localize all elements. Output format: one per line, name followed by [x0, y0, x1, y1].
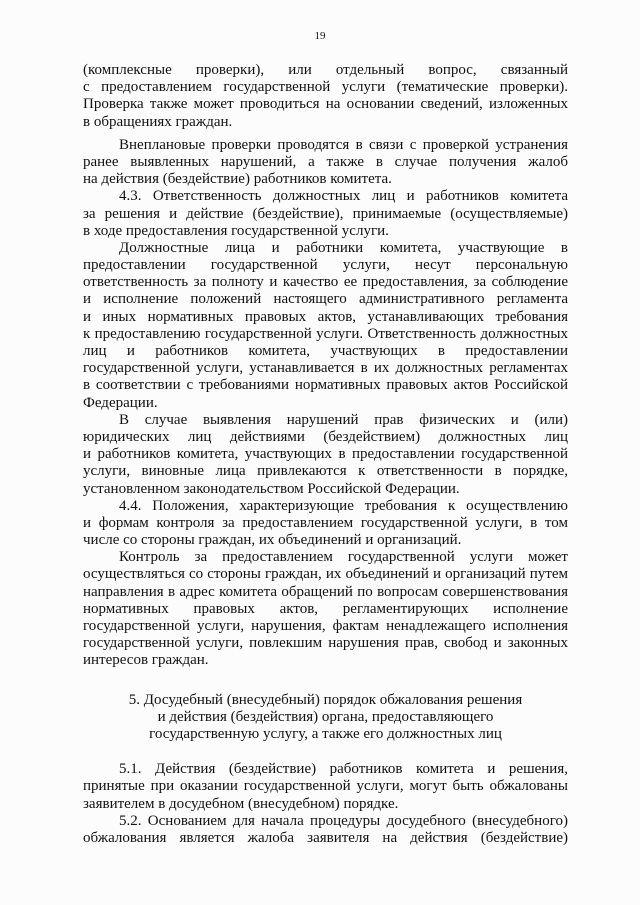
text-line: с предоставлением государственной услуги (тематические проверки). [83, 79, 568, 96]
text-line: (комплексные проверки), или отдельный вопрос, связанный [83, 62, 568, 78]
text-line: юридических лиц действиями (бездействием) должностных лиц [83, 428, 568, 445]
text-line: В случае выявления нарушений прав физических и (или) [119, 411, 568, 428]
text-line: к предоставлению государственной услуги. Ответственность должностных [83, 325, 568, 342]
text-line: в соответствии с требованиями нормативных правовых актов Российской [83, 377, 568, 394]
paragraph [83, 188, 568, 240]
text-line: ответственность за полноту и качество ее предоставления, за соблюдение [83, 274, 568, 291]
text-line: 5.2. Основанием для начала процедуры досудебного (внесудебного) [119, 812, 568, 829]
paragraph [83, 549, 568, 669]
text-line: направления в адрес комитета обращений по вопросам совершенствования [83, 583, 568, 600]
heading-line: государственную услугу, а также его должностных лиц [149, 725, 502, 742]
text-line: услуги, виновные лица привлекаются к ответственности в порядке, [83, 463, 568, 480]
text-line: Внеплановые проверки проводятся в связи с проверкой устранения [119, 136, 568, 153]
text-line: за решения и действие (бездействие), принимаемые (осуществляемые) [83, 205, 568, 222]
paragraph [83, 498, 568, 550]
text-line: в обращениях граждан. [83, 113, 233, 130]
text-line: 4.4. Положения, характеризующие требования к осуществлению [119, 497, 568, 514]
text-line: и исполнение положений настоящего административного регламента [83, 291, 568, 308]
paragraph [83, 62, 568, 131]
paragraph [83, 813, 568, 847]
text-line: и формам контроля за предоставлением государственной услуги, в том [83, 514, 568, 531]
text-line: государственной услуги, повлекшим нарушения прав, свобод и законных [83, 635, 568, 652]
text-line: нормативных правовых актов, регламентирующих исполнение [83, 600, 568, 617]
text-line: осуществляться со стороны граждан, их объединений и организаций путем [83, 566, 568, 583]
text-line: Контроль за предоставлением государственной услуги может [119, 549, 568, 566]
text-line: государственной услуги, устанавливается в их должностных регламентах [83, 360, 568, 377]
paragraph [83, 137, 568, 189]
document-body [83, 62, 568, 847]
text-line: 5.1. Действия (бездействие) работников комитета и решения, [119, 761, 568, 778]
text-line: принятые при оказании государственной услуги, могут быть обжалованы [83, 778, 568, 795]
text-line: Должностные лица и работники комитета, участвующие в [119, 239, 568, 256]
heading-line: 5. Досудебный (внесудебный) порядок обжалования решения [128, 691, 523, 708]
text-line: установленном законодательством Российской Федерации. [83, 480, 460, 497]
text-line: и работников комитета, участвующих в предоставлении государственной [83, 446, 568, 463]
heading-line: и действия (бездействия) органа, предоставляющего [157, 708, 494, 725]
section-heading [83, 692, 568, 744]
text-line: интересов граждан. [83, 652, 209, 669]
paragraph [83, 240, 568, 412]
text-line: Проверка также может проводиться на основании сведений, изложенных [83, 96, 568, 113]
page-number: 19 [314, 30, 326, 42]
text-line: Федерации. [83, 394, 158, 411]
text-line: ранее выявленных нарушений, а также в случае получения жалоб [83, 153, 568, 170]
text-line: и иных нормативных правовых актов, устанавливающих требования [83, 308, 568, 325]
text-line: 4.3. Ответственность должностных лиц и работников комитета [119, 188, 568, 205]
paragraph [83, 761, 568, 813]
text-line: числе со стороны граждан, их объединений и организаций. [83, 532, 462, 549]
text-line: лиц и работников комитета, участвующих в предоставлении [83, 343, 568, 359]
text-line: обжалования является жалоба заявителя на действия (бездействие) [83, 829, 568, 846]
text-line: на действия (бездействие) работников комитета. [83, 171, 392, 188]
text-line: государственной услуги, нарушения, фактам ненадлежащего исполнения [83, 618, 568, 634]
text-line: в ходе предоставления государственной услуги. [83, 222, 389, 239]
text-line: предоставлении государственной услуги, несут персональную [83, 257, 568, 274]
text-line: заявителем в досудебном (внесудебном) порядке. [83, 795, 399, 812]
paragraph [83, 412, 568, 498]
